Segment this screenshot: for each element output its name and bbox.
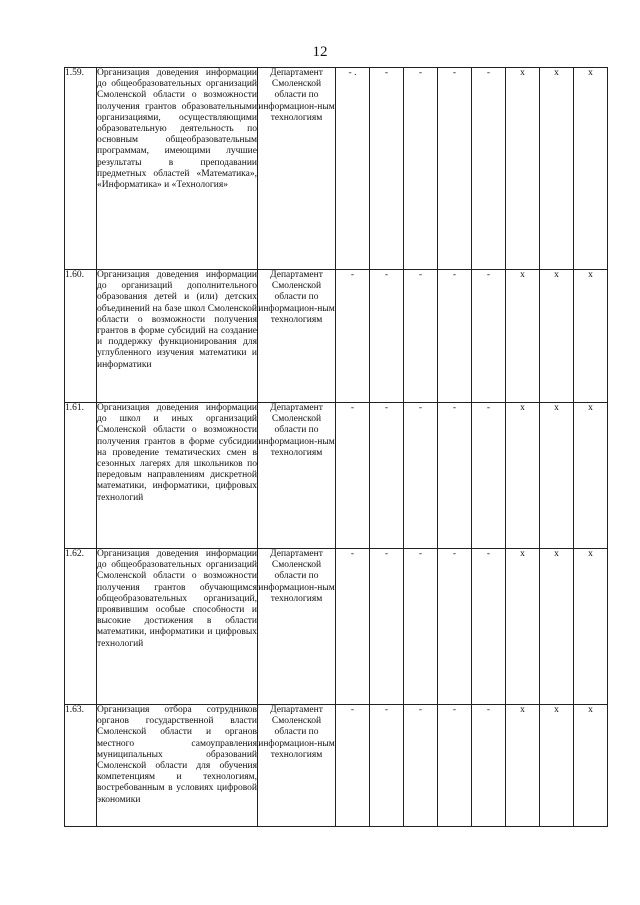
indicator-cell: x bbox=[574, 705, 608, 827]
indicator-cell: x bbox=[540, 270, 574, 403]
table-row bbox=[65, 270, 608, 403]
indicator-cell: x bbox=[540, 549, 574, 705]
indicator-cell: - bbox=[472, 403, 506, 549]
indicator-cell: - bbox=[472, 705, 506, 827]
page-number: 12 bbox=[312, 44, 328, 60]
indicator-cell: - bbox=[438, 705, 472, 827]
table-row bbox=[65, 68, 608, 270]
indicator-cell: - bbox=[438, 403, 472, 549]
responsible-executor: Департамент Смоленской области по информацион-ным технологиям bbox=[258, 403, 336, 549]
table-row bbox=[65, 705, 608, 827]
row-number: 1.62. bbox=[65, 549, 97, 705]
indicator-cell: - bbox=[336, 549, 370, 705]
table-row bbox=[65, 403, 608, 549]
indicator-cell: x bbox=[574, 403, 608, 549]
indicator-cell: - . bbox=[336, 68, 370, 270]
indicator-cell: x bbox=[540, 705, 574, 827]
measure-description: Организация доведения информации до школ и иных организаций Смоленской области о возможности получения грантов в форме субсидии на проведение тематических смен в сезонных лагерях для школьников по передовым направлениям дискретной математики, информатики, цифровых технологий bbox=[97, 403, 258, 549]
indicator-cell: - bbox=[472, 68, 506, 270]
indicator-cell: - bbox=[336, 705, 370, 827]
indicator-cell: x bbox=[574, 270, 608, 403]
row-number: 1.59. bbox=[65, 68, 97, 270]
row-number: 1.61. bbox=[65, 403, 97, 549]
indicator-cell: - bbox=[370, 705, 404, 827]
indicator-cell: x bbox=[506, 549, 540, 705]
indicator-cell: x bbox=[574, 68, 608, 270]
indicator-cell: - bbox=[370, 270, 404, 403]
indicator-cell: - bbox=[404, 549, 438, 705]
measure-description: Организация доведения информации до общеобразовательных организаций Смоленской области о возможности получения грантов обучающимся общеобразовательных организаций, проявившим особые способности и высокие достижения в области математики, информатики и цифровых технологий bbox=[97, 549, 258, 705]
measures-table bbox=[64, 67, 608, 827]
indicator-cell: - bbox=[404, 270, 438, 403]
indicator-cell: x bbox=[574, 549, 608, 705]
responsible-executor: Департамент Смоленской области по информацион-ным технологиям bbox=[258, 705, 336, 827]
indicator-cell: - bbox=[370, 549, 404, 705]
table-row bbox=[65, 549, 608, 705]
indicator-cell: x bbox=[506, 705, 540, 827]
measure-description: Организация доведения информации до общеобразовательных организаций Смоленской области о возможности получения грантов образовательными организациями, осуществляющими образовательную деятельность по основным общеобразовательным программам, имеющими лучшие результаты в преподавании предметных областей «Математика», «Информатика» и «Технология» bbox=[97, 68, 258, 270]
indicator-cell: - bbox=[404, 403, 438, 549]
responsible-executor: Департамент Смоленской области по информацион-ным технологиям bbox=[258, 549, 336, 705]
indicator-cell: - bbox=[336, 403, 370, 549]
indicator-cell: - bbox=[438, 68, 472, 270]
indicator-cell: - bbox=[370, 68, 404, 270]
indicator-cell: - bbox=[336, 270, 370, 403]
indicator-cell: x bbox=[540, 68, 574, 270]
indicator-cell: - bbox=[472, 549, 506, 705]
indicator-cell: - bbox=[404, 68, 438, 270]
row-number: 1.60. bbox=[65, 270, 97, 403]
indicator-cell: x bbox=[540, 403, 574, 549]
row-number: 1.63. bbox=[65, 705, 97, 827]
indicator-cell: x bbox=[506, 270, 540, 403]
indicator-cell: - bbox=[404, 705, 438, 827]
measure-description: Организация отбора сотрудников органов государственной власти Смоленской области и органов местного самоуправления муниципальных образований Смоленской области для обучения компетенциям и технологиям, востребованным в условиях цифровой экономики bbox=[97, 705, 258, 827]
responsible-executor: Департамент Смоленской области по информацион-ным технологиям bbox=[258, 270, 336, 403]
responsible-executor: Департамент Смоленской области по информацион-ным технологиям bbox=[258, 68, 336, 270]
indicator-cell: - bbox=[438, 549, 472, 705]
indicator-cell: - bbox=[370, 403, 404, 549]
indicator-cell: - bbox=[438, 270, 472, 403]
measure-description: Организация доведения информации до организаций дополнительного образования детей и (или) детских объединений на базе школ Смоленской области о возможности получения грантов в форме субсидий на создание и поддержку функционирования для углубленного изучения математики и информатики bbox=[97, 270, 258, 403]
indicator-cell: - bbox=[472, 270, 506, 403]
indicator-cell: x bbox=[506, 403, 540, 549]
indicator-cell: x bbox=[506, 68, 540, 270]
